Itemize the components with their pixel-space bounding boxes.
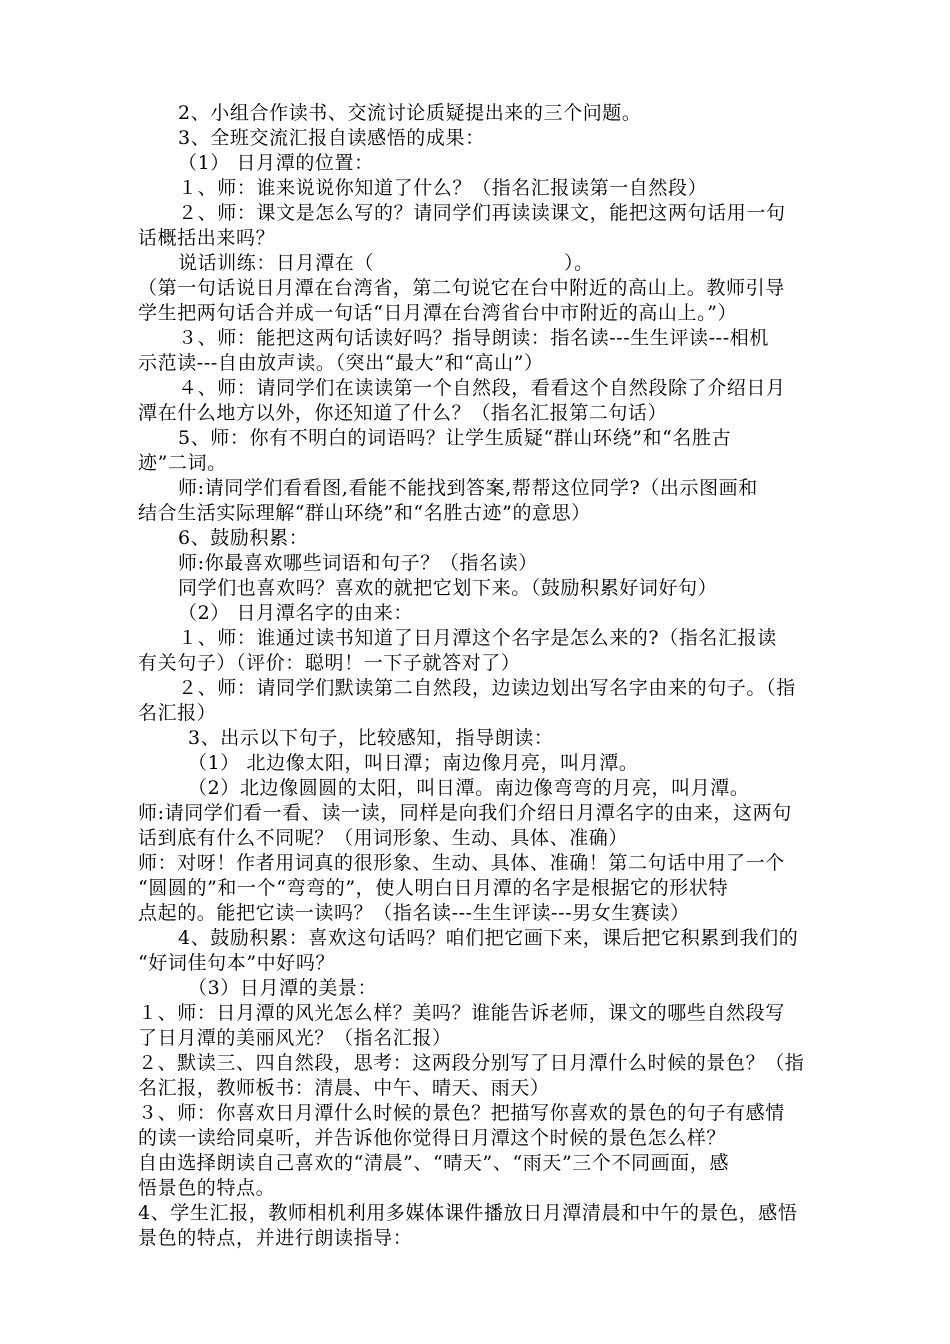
text-line: 学生把两句话合并成一句话“日月潭在台湾省台中市附近的高山上。”） [138, 302, 738, 324]
text-line: 师:请同学们看看图,看能不能找到答案,帮帮这位同学?（出示图画和 [178, 477, 758, 499]
text-line: 3、全班交流汇报自读感悟的成果： [178, 127, 485, 149]
text-line: 话到底有什么不同呢？（用词形象、生动、具体、准确） [138, 827, 629, 849]
text-line: 5、师：你有不明白的词语吗？让学生质疑“群山环绕”和“名胜古 [178, 427, 732, 449]
text-line: 结合生活实际理解“群山环绕”和“名胜古迹”的意思） [138, 502, 591, 524]
text-line: 4、学生汇报，教师相机利用多媒体课件播放日月潭清晨和中午的景色，感悟 [138, 1202, 798, 1224]
text-line [178, 252, 594, 274]
text-line: 了日月潭的美丽风光？（指名汇报） [138, 1027, 452, 1049]
text-line: （2） 日月潭名字的由来： [178, 602, 413, 624]
text-line: 的读一读给同桌听，并告诉他你觉得日月潭这个时候的景色怎么样？ [138, 1127, 727, 1149]
text-line: ４、师：请同学们在读读第一个自然段，看看这个自然段除了介绍日月 [178, 377, 786, 399]
text-line: 3、出示以下句子，比较感知，指导朗读： [188, 727, 554, 749]
text-line: 自由选择朗读自己喜欢的“清晨”、“晴天”、“雨天”三个不同画面，感 [138, 1152, 730, 1174]
text-line: 潭在什么地方以外，你还知道了什么？（指名汇报第二句话） [138, 402, 668, 424]
text-line: 话概括出来吗？ [138, 227, 276, 249]
speech-training-prompt: 说话训练：日月潭在（ [178, 252, 375, 274]
speech-training-close: ）。 [564, 252, 594, 274]
text-line: 2、小组合作读书、交流讨论质疑提出来的三个问题。 [178, 102, 642, 124]
text-line: 名汇报，教师板书：清晨、中午、晴天、雨天） [138, 1077, 550, 1099]
text-line: “好词佳句本”中好吗？ [138, 952, 336, 974]
text-line: 师:你最喜欢哪些词语和句子？（指名读） [178, 552, 538, 574]
text-line: 6、鼓励积累： [178, 527, 309, 549]
text-line: 点起的。能把它读一读吗？（指名读---生生评读---男女生赛读） [138, 902, 690, 924]
text-line: 师：对呀！作者用词真的很形象、生动、具体、准确！第二句话中用了一个 [138, 852, 785, 874]
text-line: １、师：谁通过读书知道了日月潭这个名字是怎么来的?（指名汇报读 [178, 627, 777, 649]
text-line: 同学们也喜欢吗？喜欢的就把它划下来。（鼓励积累好词好句） [178, 577, 718, 599]
text-line: （第一句话说日月潭在台湾省，第二句说它在台中附近的高山上。教师引导 [138, 277, 785, 299]
text-line: ３、师：能把这两句话读好吗？指导朗读：指名读---生生评读---相机 [178, 327, 769, 349]
text-line: “圆圆的”和一个“弯弯的”，使人明白日月潭的名字是根据它的形状特 [138, 877, 729, 899]
text-line: （3）日月潭的美景： [188, 977, 378, 999]
text-line: （1） 日月潭的位置： [178, 152, 374, 174]
text-line: ２、师：请同学们默读第二自然段，边读边划出写名字由来的句子。（指 [178, 677, 796, 699]
text-line: 4、鼓励积累：喜欢这句话吗？咱们把它画下来，课后把它积累到我们的 [178, 927, 799, 949]
text-line: ２、师：课文是怎么写的？请同学们再读读课文，能把这两句话用一句 [178, 202, 786, 224]
text-line: 悟景色的特点。 [138, 1177, 276, 1199]
text-line: 师:请同学们看一看、读一读，同样是向我们介绍日月潭名字的由来，这两句 [138, 802, 792, 824]
text-line: １、师：谁来说说你知道了什么？（指名汇报读第一自然段） [178, 177, 708, 199]
text-line: 有关句子）（评价：聪明！一下子就答对了） [138, 652, 521, 674]
text-line: ２、默读三、四自然段，思考：这两段分别写了日月潭什么时候的景色？（指 [138, 1052, 805, 1074]
text-line: 景色的特点，并进行朗读指导： [138, 1227, 413, 1249]
text-line: 示范读---自由放声读。（突出“最大”和“高山”） [138, 352, 544, 374]
text-line: （2）北边像圆圆的太阳，叫日潭。南边像弯弯的月亮，叫月潭。 [188, 777, 750, 799]
text-line: １、师：日月潭的风光怎么样？美吗？谁能告诉老师，课文的哪些自然段写 [138, 1002, 785, 1024]
text-line: 名汇报） [138, 702, 217, 724]
text-line: （1） 北边像太阳，叫日潭；南边像月亮，叫月潭。 [188, 752, 639, 774]
text-line: 迹”二词。 [138, 452, 227, 474]
text-line: ３、师：你喜欢日月潭什么时候的景色？把描写你喜欢的景色的句子有感情 [138, 1102, 785, 1124]
